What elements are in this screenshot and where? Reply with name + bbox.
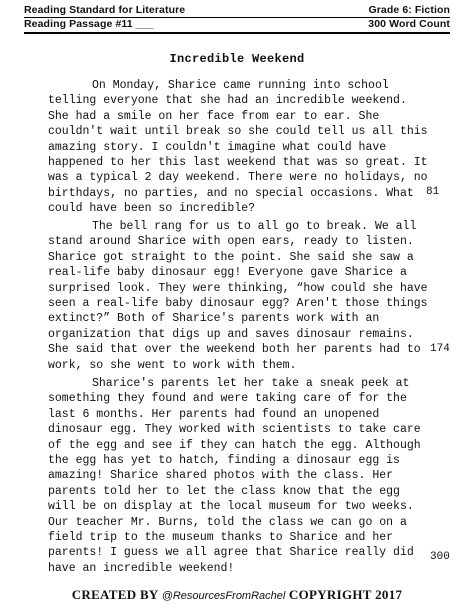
- paragraph-3-text: Sharice's parents let her take a sneak peek at something they found and were taking care of for the last 6 months. Her parents had found an unopened dinosaur egg. They worked with scientists to take care of the egg and see if they can hatch the egg. Although the egg has yet to hatch, finding a dinosaur egg is amazing! Sharice shared photos with the class. Her parents told her to let the class know that the egg will be on display at the local museum for two weeks. Our teacher Mr. Burns, told the class we can go on a field trip to the museum thanks to Sharice and her parents! I guess we all agree that Sharice really did have an incredible weekend!: [48, 377, 421, 575]
- word-count-label: 300 Word Count: [368, 18, 450, 30]
- word-count-marker-2: 174: [430, 343, 450, 355]
- copyright-label: COPYRIGHT 2017: [288, 587, 403, 602]
- paragraph-2-text: The bell rang for us to all go to break. We all stand around Sharice with open ears, ready to listen. Sharice got straight to the point. She said she saw a real-life baby dinosaur egg! Everyone gave Sharice a surprised look. They were thinking, “how could she have seen a real-life baby dinosaur egg? Aren't those things extinct?” Both of Sharice's parents work with an organization that digs up and saves dinosaur remains. She said that over the weekend both her parents had to work, so she went to work with them.: [48, 220, 428, 372]
- paragraph-3: [48, 376, 432, 576]
- paragraph-1-text: On Monday, Sharice came running into school telling everyone that she had an incredible weekend. She had a smile on her face from ear to ear. She couldn't wait until break so she could tell us all this amazing story. I couldn't imagine what could have happened to her this last weekend that was so great. It was a typical 2 day weekend. There were no holidays, no birthdays, no parties, and no special occasions. What could have been so incredible?: [48, 79, 428, 216]
- passage-title: Incredible Weekend: [169, 52, 305, 66]
- author-handle: @ResourcesFromRachel: [161, 590, 286, 602]
- paragraph-1: [48, 78, 432, 217]
- header-row-1: [24, 4, 450, 18]
- word-count-marker-1: 81: [426, 186, 440, 198]
- word-count-marker-3: 300: [430, 551, 450, 563]
- page-header: [24, 4, 450, 34]
- page-footer: [0, 587, 474, 603]
- standard-label: Reading Standard for Literature: [24, 4, 186, 16]
- created-by-label: CREATED BY: [71, 587, 159, 602]
- paragraph-2: [48, 219, 432, 373]
- passage-number-label: Reading Passage #11 ___: [24, 18, 154, 30]
- grade-label: Grade 6: Fiction: [368, 4, 450, 16]
- header-row-2: [24, 18, 450, 34]
